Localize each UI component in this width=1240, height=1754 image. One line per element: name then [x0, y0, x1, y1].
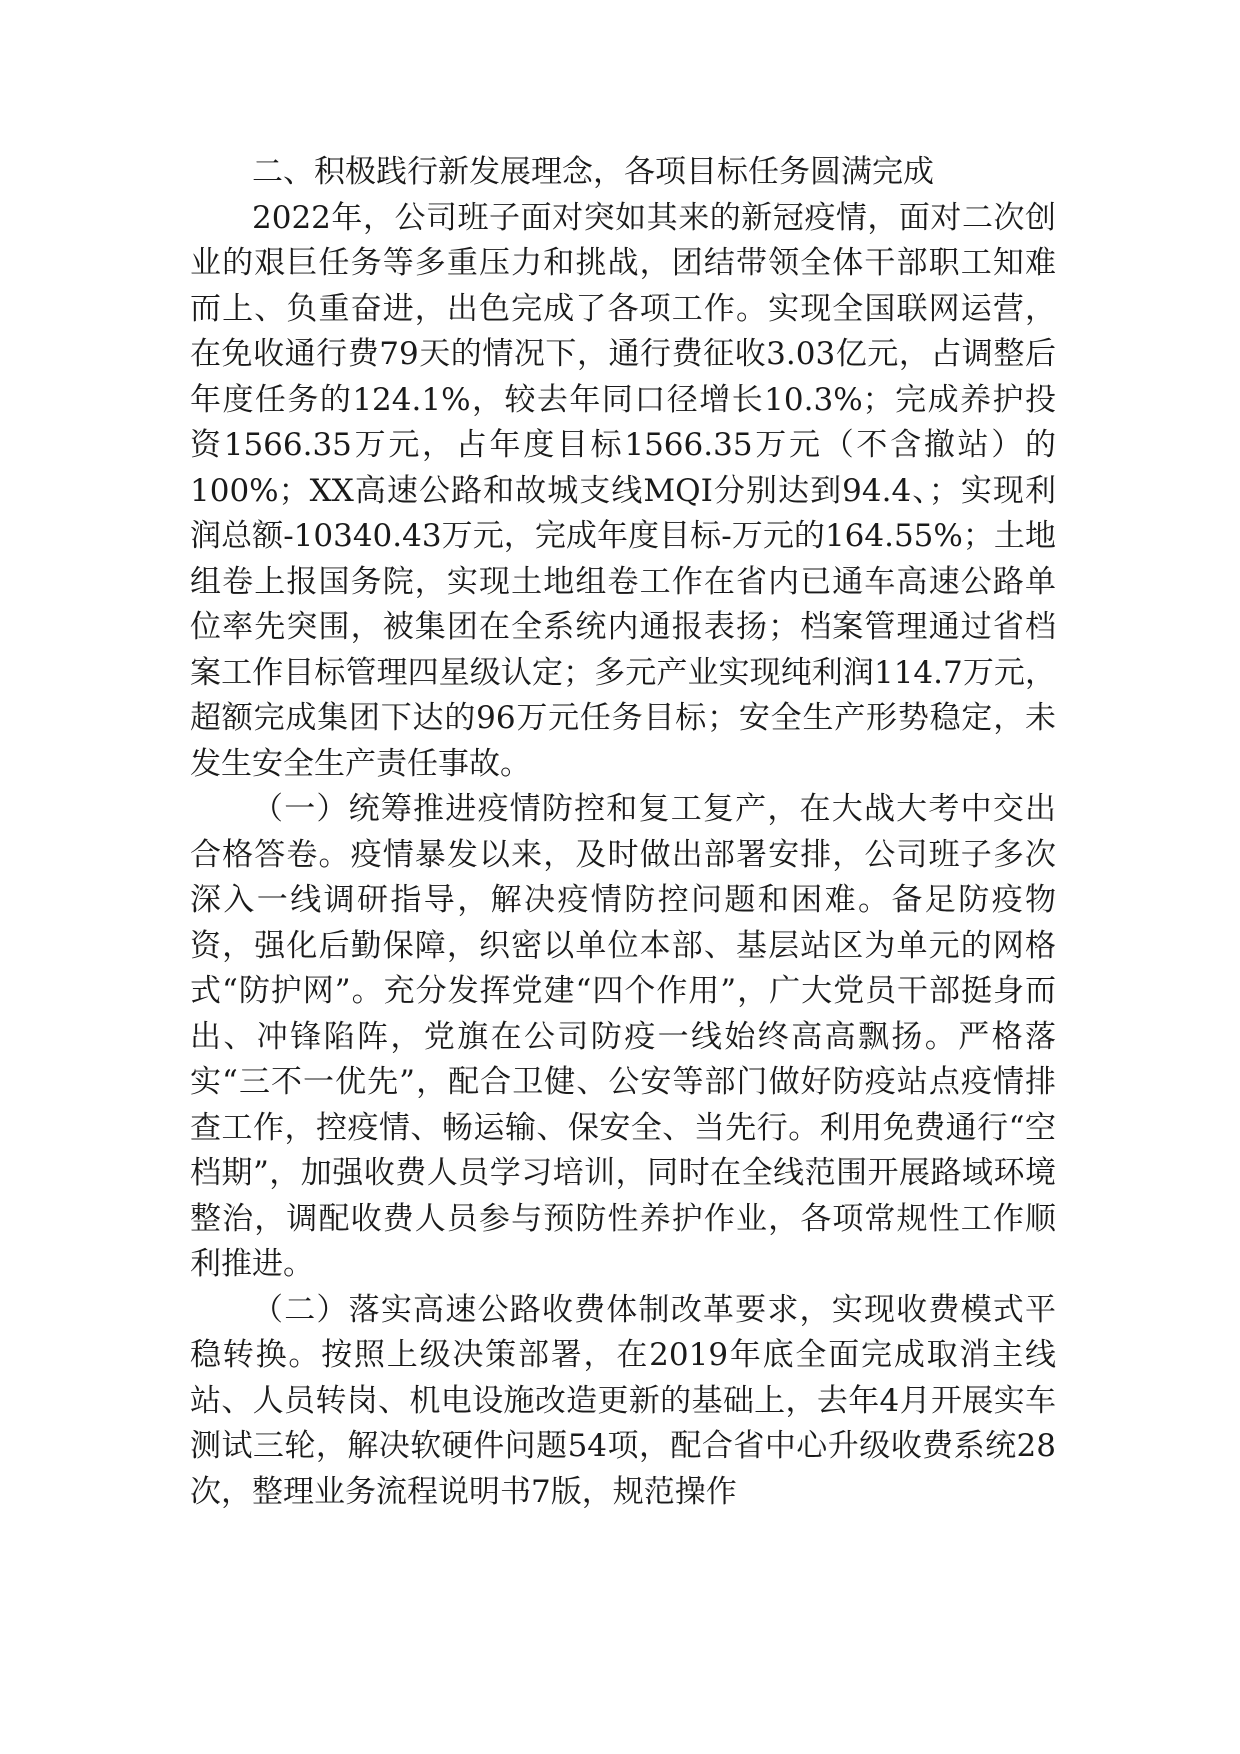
toll-reform-paragraph: （二）落实高速公路收费体制改革要求，实现收费模式平稳转换。按照上级决策部署，在2019年底全面完成取消主线站、人员转岗、机电设施改造更新的基础上，去年4月开展实车测试三轮，解决软硬件问题54项，配合省中心升级收费系统28次，整理业务流程说明书7版，规范操作	[190, 1291, 1056, 1510]
document-page	[190, 150, 1056, 1515]
summary-paragraph: 2022年，公司班子面对突如其来的新冠疫情，面对二次创业的艰巨任务等多重压力和挑战，团结带领全体干部职工知难而上、负重奋进，出色完成了各项工作。实现全国联网运营，在免收通行费79天的情况下，通行费征收3.03亿元，占调整后年度任务的124.1%，较去年同口径增长10.3%；完成养护投资1566.35万元，占年度目标1566.35万元（不含撤站）的100%；XX高速公路和故城支线MQI分别达到94.4、；实现利润总额-10340.43万元，完成年度目标-万元的164.55%；土地组卷上报国务院，实现土地组卷工作在省内已通车高速公路单位率先突围，被集团在全系统内通报表扬；档案管理通过省档案工作目标管理四星级认定；多元产业实现纯利润114.7万元，超额完成集团下达的96万元任务目标；安全生产形势稳定，未发生安全生产责任事故。	[190, 199, 1056, 782]
epidemic-control-paragraph: （一）统筹推进疫情防控和复工复产，在大战大考中交出合格答卷。疫情暴发以来，及时做出部署安排，公司班子多次深入一线调研指导，解决疫情防控问题和困难。备足防疫物资，强化后勤保障，织密以单位本部、基层站区为单元的网格式“防护网”。充分发挥党建“四个作用”，广大党员干部挺身而出、冲锋陷阵，党旗在公司防疫一线始终高高飘扬。严格落实“三不一优先”，配合卫健、公安等部门做好防疫站点疫情排查工作，控疫情、畅运输、保安全、当先行。利用免费通行“空档期”，加强收费人员学习培训，同时在全线范围开展路域环境整治，调配收费人员参与预防性养护作业，各项常规性工作顺利推进。	[190, 791, 1056, 1282]
section-heading: 二、积极践行新发展理念，各项目标任务圆满完成	[252, 154, 934, 190]
